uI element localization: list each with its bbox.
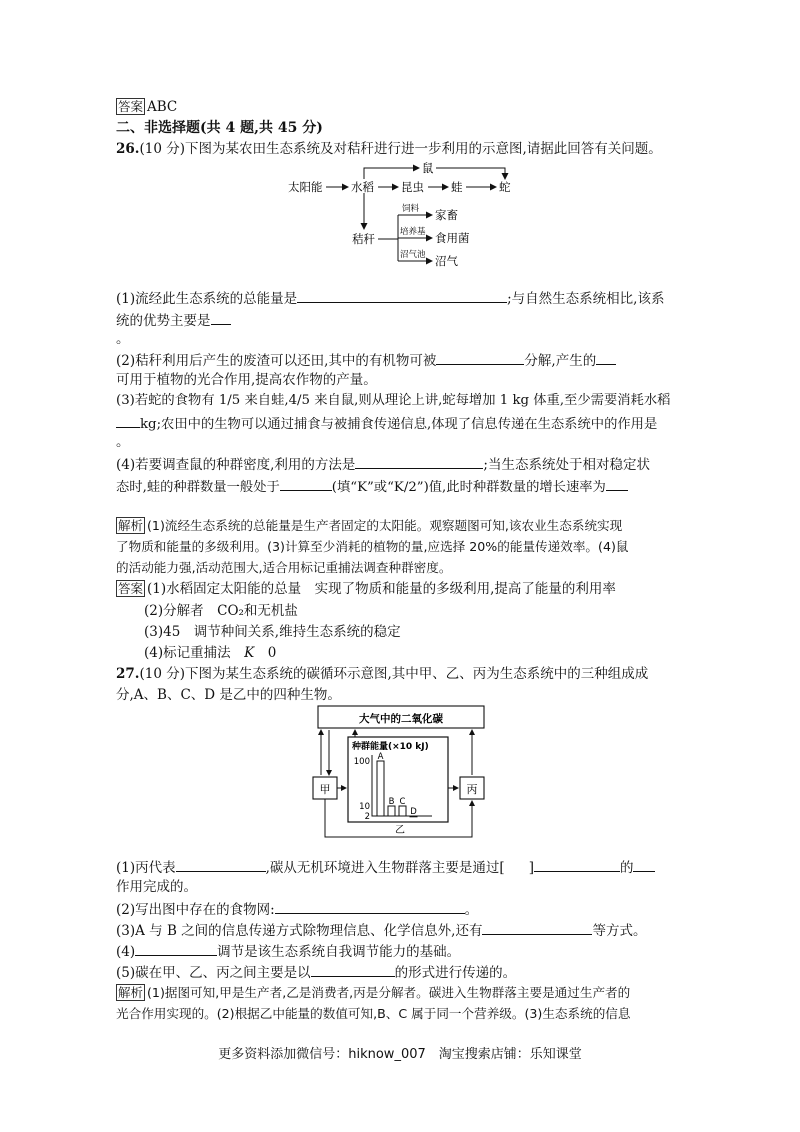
q26-p1-blank-1[interactable] bbox=[297, 288, 507, 303]
node-frog: 蛙 bbox=[451, 180, 463, 194]
q26-p4-text-c: 态时,蛙的种群数量一般处于 bbox=[116, 480, 280, 495]
q27-p3-blank[interactable] bbox=[482, 920, 592, 935]
q26-part1-line1 bbox=[116, 288, 664, 308]
q26-p1-text-a: (1)流经此生态系统的总能量是 bbox=[116, 291, 298, 307]
q26-part4-line2 bbox=[116, 476, 628, 497]
label-biogas-digester: 沼气池 bbox=[400, 250, 426, 260]
q26-part3-line1: (3)若蛇的食物有 1/5 来自蛙,4/5 来自鼠,则从理论上讲,蛇每增加 1 kg 体重,至少需要消耗水稻 bbox=[116, 393, 671, 408]
q26-p2-text-b: 分解,产生的 bbox=[524, 353, 597, 369]
q26-answer-line2: (2)分解者 CO₂和无机盐 bbox=[144, 603, 298, 619]
q26-part4-line1 bbox=[116, 454, 650, 474]
label-culture-medium: 培养基 bbox=[400, 227, 426, 237]
q26-answer-4a: (4)标记重捕法 bbox=[144, 645, 245, 661]
q26-answer-line3: (3)45 调节种间关系,维持生态系统的稳定 bbox=[144, 624, 401, 640]
y-tick-label: 10 bbox=[359, 802, 370, 812]
q26-answer-line4 bbox=[144, 644, 276, 662]
q26-p4-blank-3[interactable] bbox=[606, 476, 628, 491]
q27-explanation-line1 bbox=[116, 984, 630, 1002]
q27-stem-line1 bbox=[116, 665, 648, 683]
bar-A bbox=[377, 761, 384, 816]
page-footer: 更多资料添加微信号：hiknow_007 淘宝搜索店铺：乐知课堂 bbox=[218, 1047, 582, 1062]
node-insect: 昆虫 bbox=[401, 180, 424, 194]
bar-label-D: D bbox=[410, 807, 417, 817]
node-biogas: 沼气 bbox=[435, 254, 458, 268]
q26-p2-blank-1[interactable] bbox=[436, 350, 524, 365]
node-edible-fungus: 食用菌 bbox=[435, 231, 470, 245]
q27-explanation-line2: 光合作用实现的。(2)根据乙中能量的数值可知,B、C 属于同一个营养级。(3)生态系统的信息 bbox=[116, 1006, 631, 1021]
bar-label-C: C bbox=[399, 797, 406, 807]
label-feed: 饲料 bbox=[402, 204, 420, 214]
bar-C bbox=[399, 806, 406, 816]
q26-p1-text-c: 统的优势主要是 bbox=[116, 313, 211, 329]
q27-p1-text-a: (1)丙代表 bbox=[116, 860, 176, 876]
q27-p2-blank[interactable] bbox=[275, 899, 465, 914]
q26-p4-text-d: (填“K”或“K/2”)值,此时种群数量的增长速率为 bbox=[331, 480, 606, 495]
q27-p1-blank-3[interactable] bbox=[633, 857, 655, 872]
q26-p1-end: 。 bbox=[116, 331, 130, 347]
q26-food-web-diagram bbox=[286, 159, 526, 271]
bar-label-B: B bbox=[388, 797, 395, 807]
q27-p1-blank-2[interactable] bbox=[534, 857, 620, 872]
node-straw: 秸秆 bbox=[352, 232, 375, 246]
q26-part2-line2: 可用于植物的光合作用,提高农作物的产量。 bbox=[116, 372, 377, 388]
q26-p4-text-b: ;当生态系统处于相对稳定状 bbox=[483, 457, 650, 473]
bar-B bbox=[388, 806, 395, 816]
node-sun: 太阳能 bbox=[288, 180, 323, 194]
q27-p3-text-a: (3)A 与 B 之间的信息传递方式除物理信息、化学信息外,还有 bbox=[116, 923, 483, 939]
q27-part1-line1 bbox=[116, 857, 655, 877]
q27-number: 27. bbox=[116, 666, 140, 682]
q26-part3-line2 bbox=[116, 413, 657, 434]
node-rat: 鼠 bbox=[422, 161, 434, 175]
q27-p4-blank[interactable] bbox=[135, 941, 217, 956]
q26-p2-text-a: (2)秸秆利用后产生的废渣可以还田,其中的有机物可被 bbox=[116, 353, 437, 369]
q27-part4-line bbox=[116, 941, 460, 961]
q26-p3-text-b: kg;农田中的生物可以通过捕食与被捕食传递信息,体现了信息传递在生态系统中的作用是 bbox=[140, 417, 658, 432]
q26-p2-blank-2[interactable] bbox=[596, 350, 616, 365]
q26-stem bbox=[116, 140, 662, 158]
q27-p2-text-a: (2)写出图中存在的食物网: bbox=[116, 902, 275, 918]
producer-box: 甲 bbox=[319, 783, 331, 796]
q26-part2-line1 bbox=[116, 350, 616, 370]
q26-answer-line1 bbox=[116, 580, 616, 598]
node-livestock: 家畜 bbox=[435, 208, 458, 222]
q27-part5-line bbox=[116, 962, 516, 982]
q26-p3-end: 。 bbox=[116, 434, 130, 450]
q26-stem-text: (10 分)下图为某农田生态系统及对秸秆进行进一步利用的示意图,请据此回答有关问题。 bbox=[139, 141, 662, 157]
q26-answer-text-1: (1)水稻固定太阳能的总量 实现了物质和能量的多级利用,提高了能量的利用率 bbox=[147, 581, 616, 597]
q27-expl-text-1: (1)据图可知,甲是生产者,乙是消费者,丙是分解者。碳进入生物群落主要是通过生产者的 bbox=[147, 985, 631, 1000]
prev-answer-text: ABC bbox=[147, 99, 178, 115]
q27-p1-text-b: ,碳从无机环境进入生物群落主要是通过[ bbox=[265, 860, 505, 876]
q27-p3-text-b: 等方式。 bbox=[592, 923, 647, 939]
explanation-tag: 解析 bbox=[118, 518, 144, 533]
q27-part3-line bbox=[116, 920, 646, 940]
q27-p4-text-b: 调节是该生态系统自我调节能力的基础。 bbox=[217, 944, 461, 960]
bar-label-A: A bbox=[377, 752, 384, 762]
q27-part2-line bbox=[116, 899, 478, 919]
q27-p5-text-b: 的形式进行传递的。 bbox=[394, 965, 517, 981]
q26-explanation-line2: 了物质和能量的多级利用。(3)计算至少消耗的植物的量,应选择 20%的能量传递效率。(4)鼠 bbox=[116, 539, 629, 554]
q27-p1-blank-1[interactable] bbox=[176, 857, 266, 872]
q27-p5-text-a: (5)碳在甲、乙、丙之间主要是以 bbox=[116, 965, 311, 981]
q27-p1-text-c: ] bbox=[528, 860, 534, 876]
middle-box-label: 乙 bbox=[395, 825, 405, 836]
answer-tag: 答案 bbox=[118, 581, 144, 596]
explanation-tag: 解析 bbox=[118, 985, 144, 1000]
q26-answer-4c: 0 bbox=[254, 645, 277, 661]
answer-tag: 答案 bbox=[118, 99, 144, 114]
q27-p5-blank[interactable] bbox=[311, 962, 395, 977]
q27-carbon-cycle-diagram bbox=[300, 703, 500, 845]
q26-p1-blank-2[interactable] bbox=[211, 310, 231, 325]
prev-answer-line bbox=[116, 98, 177, 116]
q26-explanation-line3: 的活动能力强,活动范围大,适合用标记重捕法调查种群密度。 bbox=[116, 560, 452, 575]
q26-number: 26. bbox=[116, 141, 140, 157]
q26-p4-blank-2[interactable] bbox=[280, 476, 332, 491]
node-rice: 水稻 bbox=[351, 180, 374, 194]
q27-stem-line2: 分,A、B、C、D 是乙中的四种生物。 bbox=[116, 687, 341, 703]
y-tick-label: 2 bbox=[364, 812, 370, 822]
q26-p1-text-b: ;与自然生态系统相比,该系 bbox=[507, 291, 665, 307]
q26-p4-text-a: (4)若要调查鼠的种群密度,利用的方法是 bbox=[116, 457, 356, 473]
q26-part1-line2 bbox=[116, 310, 231, 330]
q27-part1-line2: 作用完成的。 bbox=[116, 879, 197, 895]
decomposer-box: 丙 bbox=[466, 783, 478, 796]
node-snake: 蛇 bbox=[499, 180, 511, 194]
q26-explanation-line1 bbox=[116, 517, 622, 535]
q26-p3-blank-1[interactable] bbox=[116, 413, 140, 428]
q26-answer-4b: K bbox=[244, 645, 255, 661]
atmosphere-co2-box: 大气中的二氧化碳 bbox=[359, 713, 443, 725]
q26-expl-text-1: (1)流经生态系统的总能量是生产者固定的太阳能。观察题图可知,该农业生态系统实现 bbox=[147, 518, 623, 533]
q26-p4-blank-1[interactable] bbox=[355, 454, 483, 469]
q27-stem-text-1: (10 分)下图为某生态系统的碳循环示意图,其中甲、乙、丙为生态系统中的三种组成成 bbox=[139, 666, 649, 682]
chart-ylabel: 种群能量(×10 kJ) bbox=[352, 742, 429, 752]
q27-p4-text-a: (4) bbox=[116, 944, 136, 960]
q27-p1-text-d: 的 bbox=[619, 860, 634, 876]
y-tick-label: 100 bbox=[353, 757, 370, 767]
q27-p2-text-b: 。 bbox=[464, 902, 479, 918]
section-title: 二、非选择题(共 4 题,共 45 分) bbox=[116, 120, 323, 136]
